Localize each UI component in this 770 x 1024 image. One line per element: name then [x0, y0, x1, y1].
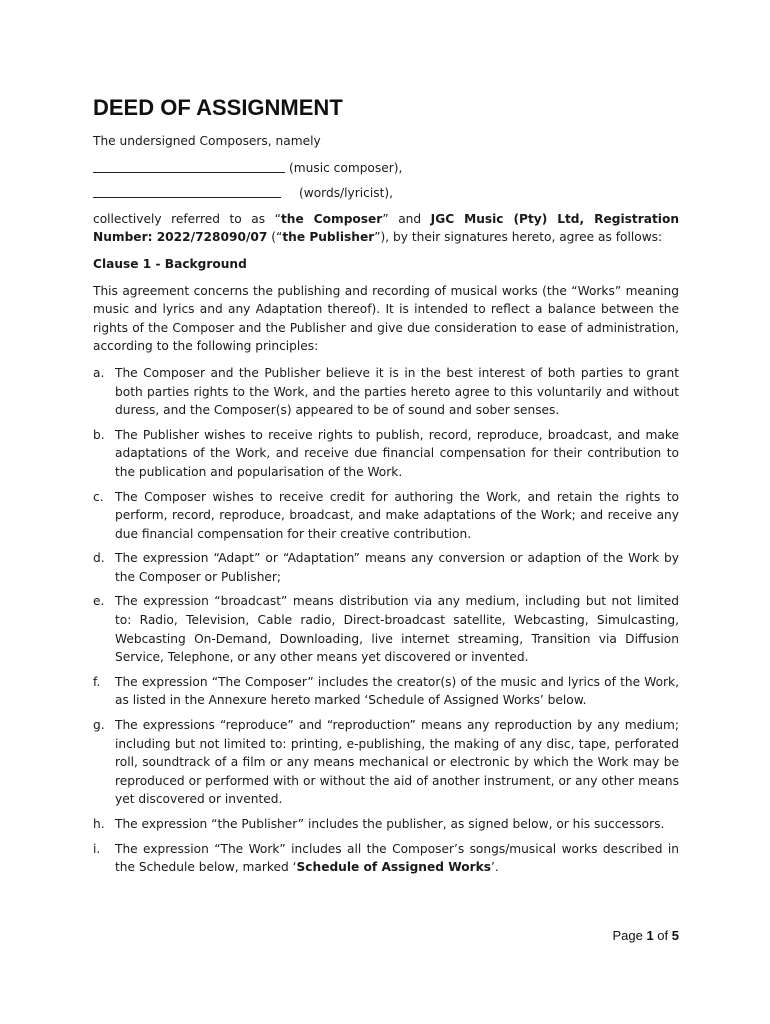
music-composer-label: (music composer),: [289, 160, 403, 175]
list-marker: d.: [93, 551, 105, 566]
list-marker: b.: [93, 427, 105, 442]
total-pages: 5: [671, 928, 679, 943]
list-item: [93, 488, 679, 544]
current-page-number: 1: [646, 928, 654, 943]
list-marker: a.: [93, 365, 105, 380]
list-text: [115, 840, 679, 877]
clause-heading: Clause 1 - Background: [93, 256, 247, 271]
list-item: [93, 840, 679, 877]
list-item: [93, 716, 679, 809]
background-paragraph: This agreement concerns the publishing and recording of musical works (the “Works” meaning music and lyrics and any Adaptation thereof). It is intended to reflect a balance between the rights of the Composer and the Publisher and give due consideration to ease of administration, according to the following principles:: [93, 283, 679, 354]
lyricist-blank-line: [93, 184, 679, 203]
list-item: [93, 673, 679, 710]
principles-list: [93, 364, 679, 834]
list-item: [93, 364, 679, 420]
composer-term: the Composer: [280, 211, 383, 226]
publisher-term: the Publisher: [282, 230, 375, 245]
list-text: The expression “broadcast” means distribution via any medium, including but not limited to: Radio, Television, Cable radio, Direct-broadcast satellite, Webcasting, Simulcasting, Webcasting On-Demand, Downloading, live internet streaming, Transition via Diffusion Service, Telephone, or any other means yet discovered or invented.: [115, 594, 679, 665]
list-item: [93, 592, 679, 666]
list-marker: i.: [93, 841, 101, 856]
page-word: Page: [612, 928, 643, 943]
list-text: The Composer and the Publisher believe it is in the best interest of both parties to grant both parties rights to the Work, and the parties hereto agree to this voluntarily and without duress, and the Composer(s) appeared to be of sound and sober senses.: [115, 365, 679, 418]
schedule-term: Schedule of Assigned Works: [296, 860, 491, 875]
list-item: [93, 549, 679, 586]
list-item: [93, 815, 679, 834]
of-word: of: [657, 928, 669, 943]
intro-line: The undersigned Composers, namely: [93, 134, 321, 148]
parties-paragraph: [93, 210, 679, 247]
item-i-text-2: ’.: [490, 860, 499, 875]
list-marker: f.: [93, 674, 101, 689]
page-footer: [612, 928, 679, 943]
list-item: [93, 426, 679, 482]
lyricist-label: (words/lyricist),: [299, 186, 394, 201]
composer-blank-line: [93, 159, 679, 178]
list-text: The Composer wishes to receive credit for authoring the Work, and retain the rights to perform, record, reproduce, broadcast, and make adaptations of the Work; and receive any due financial compensation for their creative contribution.: [115, 489, 679, 541]
list-marker: g.: [93, 718, 105, 733]
item-i-text-1: The expression “The Work” includes all the Composer’s songs/musical works described in the Schedule below, marked ‘: [115, 841, 679, 875]
lyricist-blank: [93, 184, 281, 198]
list-marker: e.: [93, 594, 105, 609]
parties-text-1: collectively referred to as “: [93, 211, 281, 226]
parties-text-2: ” and: [382, 211, 431, 226]
list-text: The Publisher wishes to receive rights to publish, record, reproduce, broadcast, and make adaptations of the Work, and receive due financial compensation for their contribution to the publication and popularisation of the Work.: [115, 427, 679, 479]
list-text: The expressions “reproduce” and “reproduction” means any reproduction by any medium; including but not limited to: printing, e-publishing, the making of any disc, tape, perforated roll, soundtrack of a film or any means mechanical or electronic by which the Work may be reproduced or performed with or without the aid of another instrument, or any other means yet discovered or invented.: [115, 718, 679, 807]
list-marker: c.: [93, 489, 104, 504]
list-text: The expression “Adapt” or “Adaptation” means any conversion or adaption of the Work by the Composer or Publisher;: [115, 551, 679, 584]
parties-text-3: (“: [267, 230, 283, 245]
list-text: The expression “The Composer” includes the creator(s) of the music and lyrics of the Work, as listed in the Annexure hereto marked ‘Schedule of Assigned Works’ below.: [115, 674, 679, 708]
parties-text-4: ”), by their signatures hereto, agree as follows:: [374, 230, 663, 245]
list-marker: h.: [93, 817, 105, 831]
document-body: [93, 94, 679, 883]
music-composer-blank: [93, 159, 285, 173]
publisher-company: JGC Music (Pty) Ltd, Registration Number: 2022/728090/07: [93, 211, 679, 245]
document-title: DEED OF ASSIGNMENT: [93, 95, 343, 120]
list-text: The expression “the Publisher” includes the publisher, as signed below, or his successors.: [115, 817, 665, 831]
